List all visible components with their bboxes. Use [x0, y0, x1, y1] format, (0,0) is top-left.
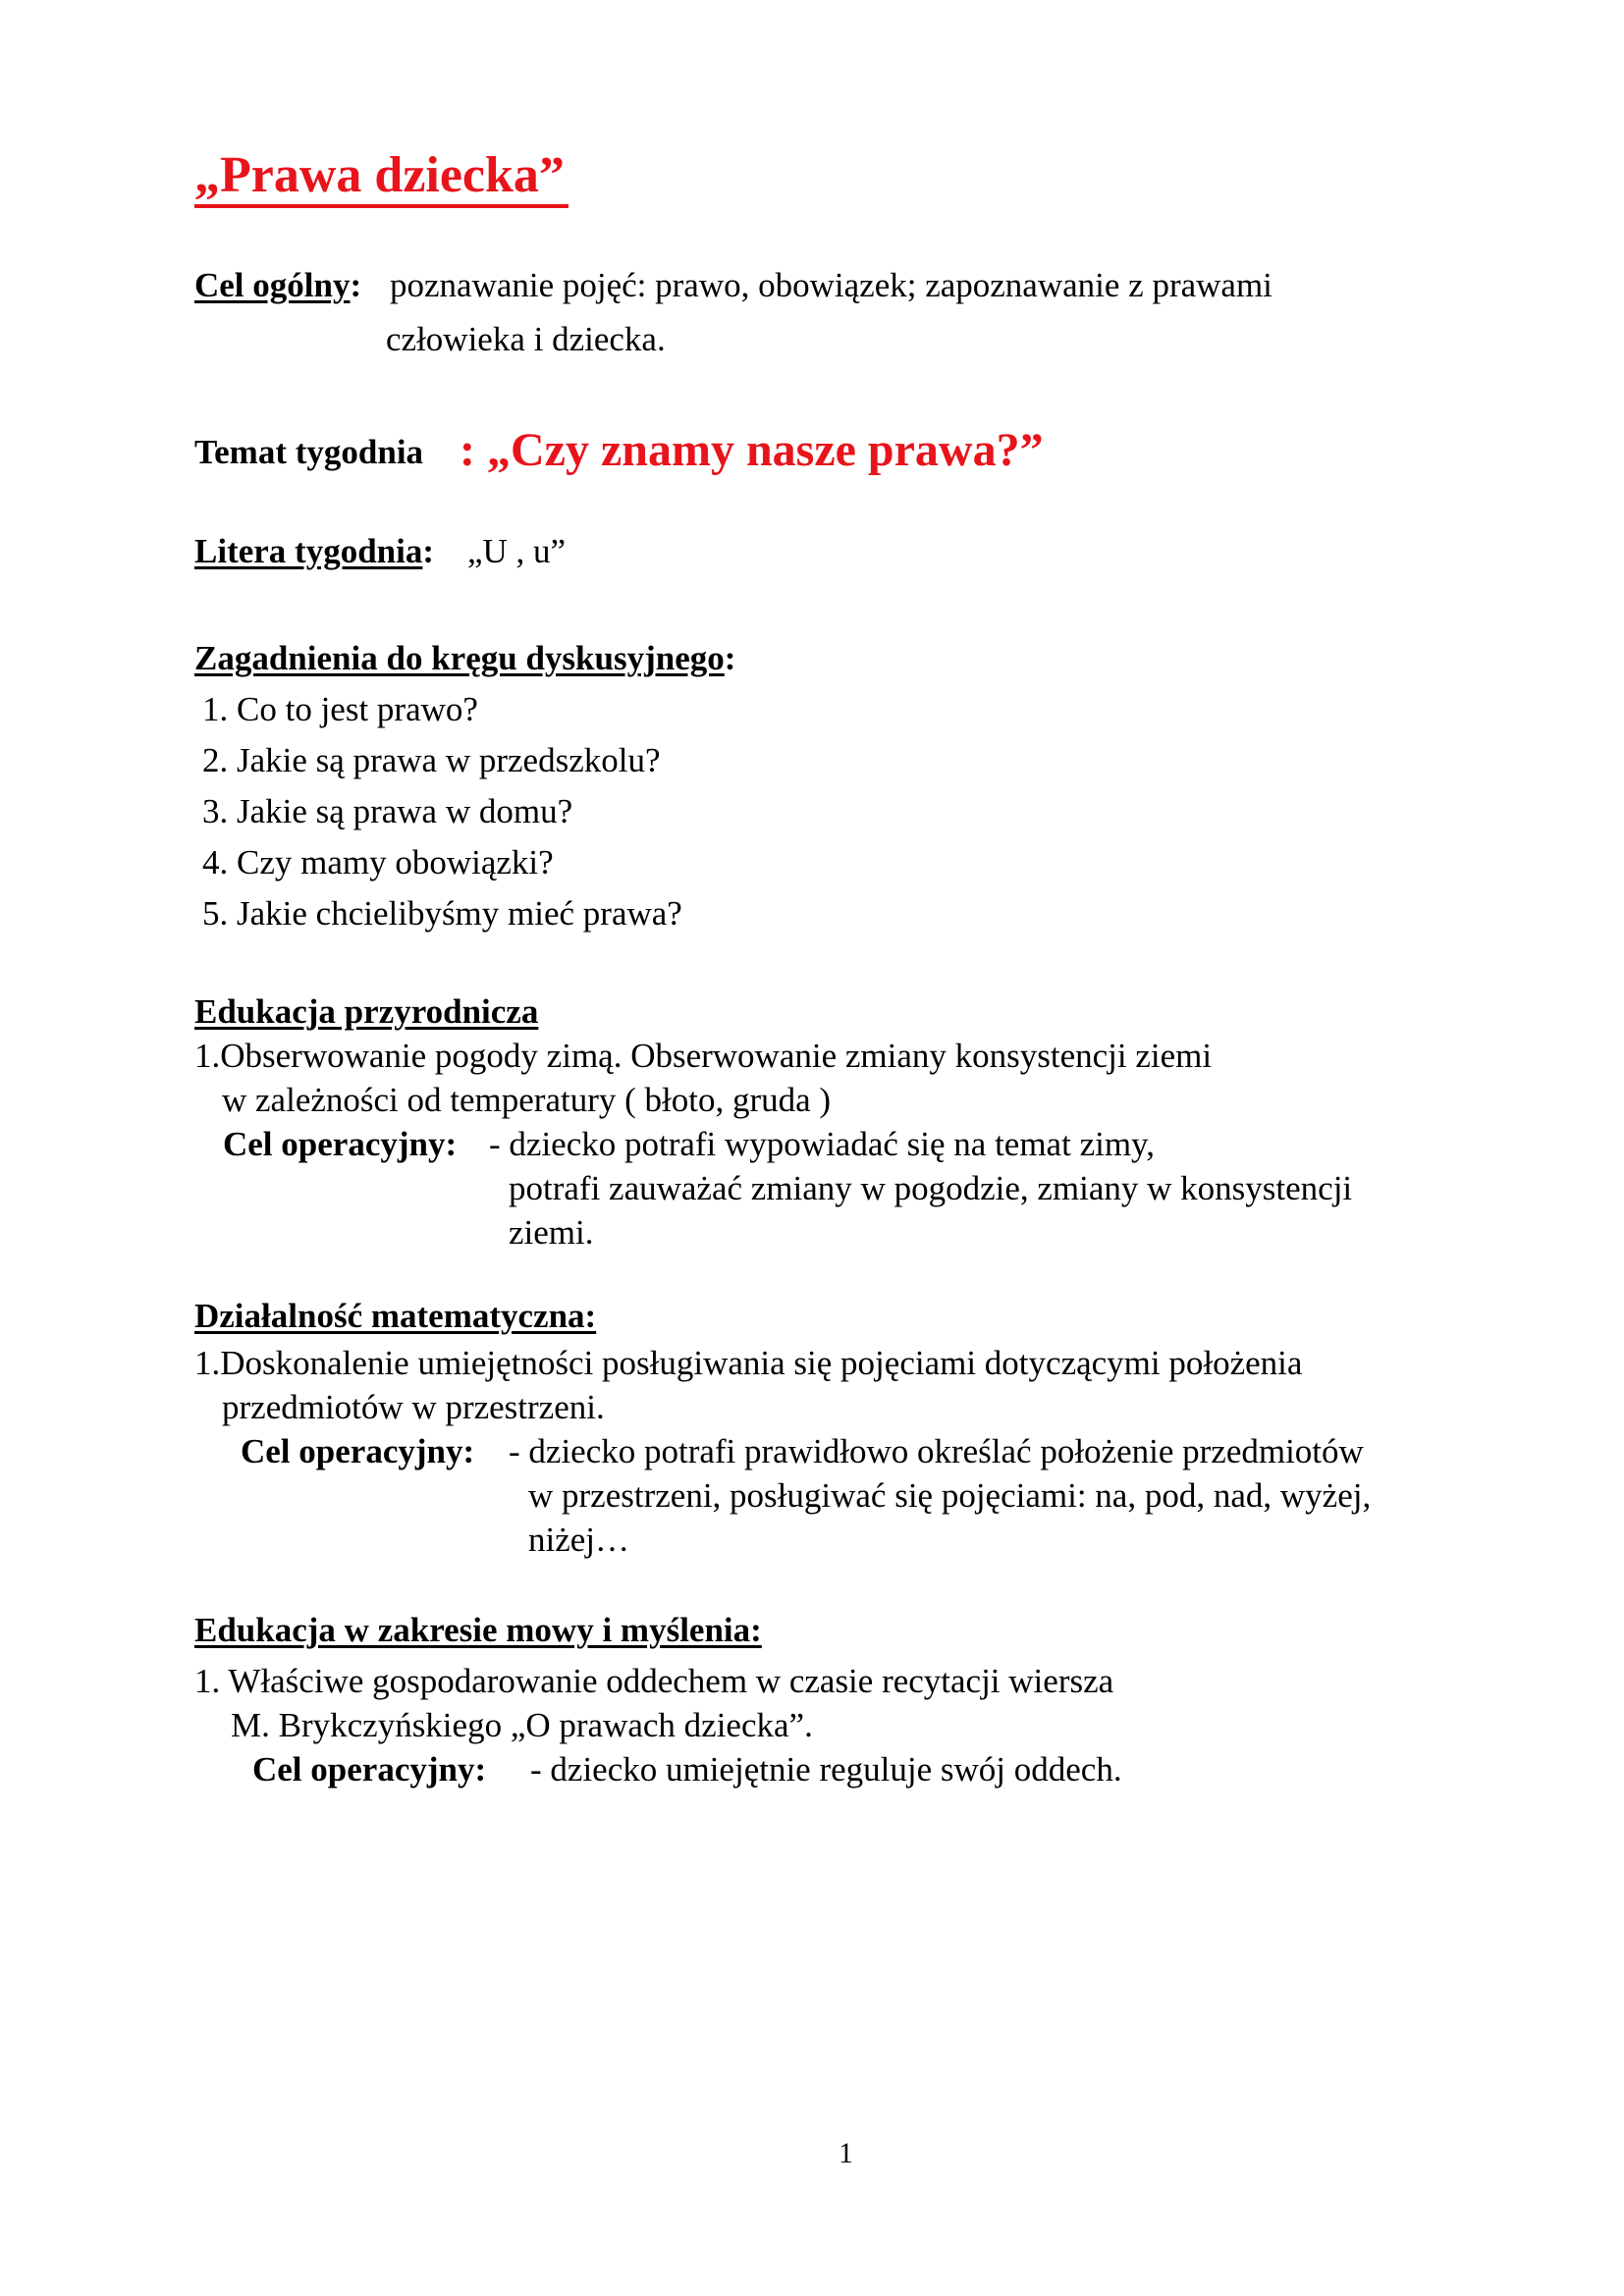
letter-label: Litera tygodnia:: [194, 532, 435, 570]
math-goal-text: niżej…: [528, 1521, 630, 1559]
math-line: 1.Doskonalenie umiejętności posługiwania się pojęciami dotyczącymi położenia: [194, 1344, 1303, 1382]
speech-line: 1. Właściwe gospodarowanie oddechem w czasie recytacji wiersza: [194, 1662, 1114, 1700]
list-item: 3. Jakie są prawa w domu?: [202, 792, 573, 830]
nature-goal-text: - dziecko potrafi wypowiadać się na temat zimy,: [489, 1125, 1156, 1163]
letter-value: „U , u”: [467, 532, 567, 570]
nature-heading: Edukacja przyrodnicza: [194, 992, 539, 1031]
topic-label: Temat tygodnia: [194, 433, 424, 471]
nature-line: 1.Obserwowanie pogody zimą. Obserwowanie zmiany konsystencji ziemi: [194, 1037, 1213, 1075]
speech-heading: Edukacja w zakresie mowy i myślenia:: [194, 1611, 762, 1649]
general-goal-text: poznawanie pojęć: prawo, obowiązek; zapoznawanie z prawami: [390, 266, 1272, 304]
topic-value: : „Czy znamy nasze prawa?”: [460, 424, 1044, 476]
math-line: przedmiotów w przestrzeni.: [222, 1388, 605, 1426]
math-goal-text: w przestrzeni, posługiwać się pojęciami: na, pod, nad, wyżej,: [528, 1476, 1372, 1515]
nature-goal-text: ziemi.: [509, 1213, 594, 1252]
list-item: 1. Co to jest prawo?: [202, 690, 478, 728]
nature-goal-text: potrafi zauważać zmiany w pogodzie, zmiany w konsystencji: [509, 1169, 1353, 1207]
page-title: „Prawa dziecka”: [194, 145, 565, 206]
general-goal-text-continued: człowieka i dziecka.: [386, 320, 666, 358]
list-item: 5. Jakie chcielibyśmy mieć prawa?: [202, 894, 682, 933]
speech-goal-label: Cel operacyjny:: [252, 1750, 487, 1789]
math-heading: Działalność matematyczna:: [194, 1297, 597, 1335]
list-item: 4. Czy mamy obowiązki?: [202, 843, 554, 881]
speech-line: M. Brykczyńskiego „O prawach dziecka”.: [231, 1706, 813, 1744]
nature-line: w zależności od temperatury ( błoto, gruda ): [222, 1081, 832, 1119]
nature-goal-label: Cel operacyjny:: [223, 1125, 458, 1163]
general-goal-label: Cel ogólny:: [194, 266, 362, 304]
page-number: 1: [839, 2137, 853, 2169]
math-goal-text: - dziecko potrafi prawidłowo określać położenie przedmiotów: [509, 1432, 1364, 1470]
list-item: 2. Jakie są prawa w przedszkolu?: [202, 741, 661, 779]
math-goal-label: Cel operacyjny:: [241, 1432, 475, 1470]
speech-goal-text: - dziecko umiejętnie reguluje swój oddech.: [530, 1750, 1122, 1789]
discussion-heading: Zagadnienia do kręgu dyskusyjnego:: [194, 639, 736, 677]
